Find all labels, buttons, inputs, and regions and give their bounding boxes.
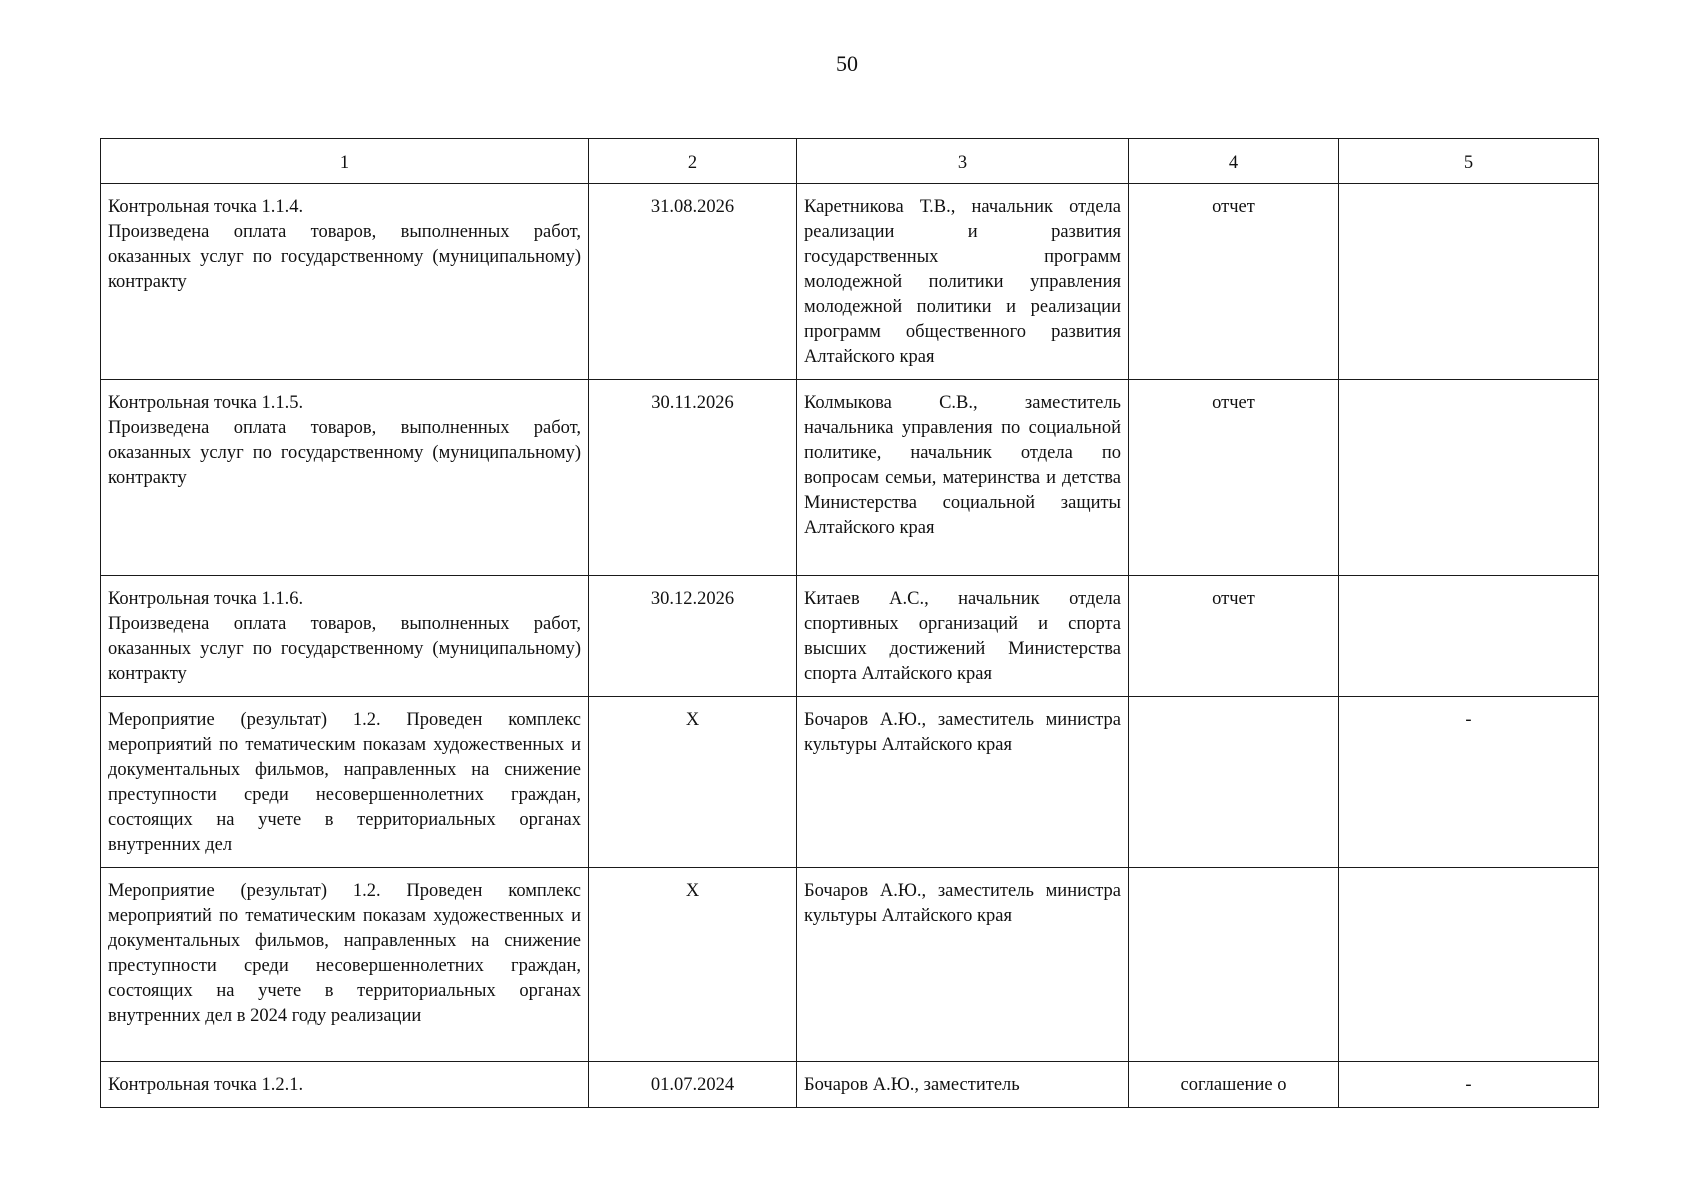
cell-responsible: Китаев А.С., начальник отдела спортивных организаций и спорта высших достижений Министерства спорта Алтайского края xyxy=(797,576,1129,697)
cell-note: - xyxy=(1339,697,1599,868)
text-line: Контрольная точка 1.1.4. xyxy=(108,197,304,217)
cell-document xyxy=(1129,697,1339,868)
cell-date: X xyxy=(589,697,797,868)
cell-note xyxy=(1339,380,1599,576)
cell-description: Контрольная точка 1.2.1. xyxy=(101,1062,589,1108)
text-line: Контрольная точка 1.1.5. xyxy=(108,393,304,413)
column-header-2: 2 xyxy=(589,139,797,184)
cell-responsible: Колмыкова С.В., заместитель начальника управления по социальной политике, начальник отдела по вопросам семьи, материнства и детства Министерства социальной защиты Алтайского края xyxy=(797,380,1129,576)
cell-description xyxy=(101,576,589,697)
text-line: Произведена оплата товаров, выполненных работ, оказанных услуг по государственному (муниципальному) контракту xyxy=(108,222,581,292)
text-line: Произведена оплата товаров, выполненных работ, оказанных услуг по государственному (муниципальному) контракту xyxy=(108,418,581,488)
plan-table xyxy=(100,138,1599,1108)
cell-date: 01.07.2024 xyxy=(589,1062,797,1108)
column-header-3: 3 xyxy=(797,139,1129,184)
table-row xyxy=(101,868,1599,1062)
text-line: Контрольная точка 1.1.6. xyxy=(108,589,304,609)
page-number: 50 xyxy=(836,51,858,76)
table-row xyxy=(101,1062,1599,1108)
cell-document: соглашение о xyxy=(1129,1062,1339,1108)
cell-responsible: Бочаров А.Ю., заместитель министра культуры Алтайского края xyxy=(797,697,1129,868)
cell-description: Мероприятие (результат) 1.2. Проведен комплекс мероприятий по тематическим показам художественных и документальных фильмов, направленных на снижение преступности среди несовершеннолетних граждан, состоящих на учете в территориальных органах внутренних дел xyxy=(101,697,589,868)
cell-date: 31.08.2026 xyxy=(589,184,797,380)
column-header-1: 1 xyxy=(101,139,589,184)
cell-document: отчет xyxy=(1129,184,1339,380)
cell-description: Мероприятие (результат) 1.2. Проведен комплекс мероприятий по тематическим показам художественных и документальных фильмов, направленных на снижение преступности среди несовершеннолетних граждан, состоящих на учете в территориальных органах внутренних дел в 2024 году реализации xyxy=(101,868,589,1062)
cell-document xyxy=(1129,868,1339,1062)
column-header-4: 4 xyxy=(1129,139,1339,184)
table-row xyxy=(101,576,1599,697)
cell-description xyxy=(101,184,589,380)
cell-note xyxy=(1339,576,1599,697)
cell-date: 30.12.2026 xyxy=(589,576,797,697)
cell-document: отчет xyxy=(1129,380,1339,576)
cell-date: 30.11.2026 xyxy=(589,380,797,576)
header-row xyxy=(101,139,1599,184)
cell-responsible: Бочаров А.Ю., заместитель xyxy=(797,1062,1129,1108)
text-line: Произведена оплата товаров, выполненных работ, оказанных услуг по государственному (муниципальному) контракту xyxy=(108,614,581,684)
cell-responsible: Каретникова Т.В., начальник отдела реализации и развития государственных программ молодежной политики управления молодежной политики и реализации программ общественного развития Алтайского края xyxy=(797,184,1129,380)
column-header-5: 5 xyxy=(1339,139,1599,184)
cell-responsible: Бочаров А.Ю., заместитель министра культуры Алтайского края xyxy=(797,868,1129,1062)
cell-note xyxy=(1339,868,1599,1062)
table-row xyxy=(101,184,1599,380)
cell-date: X xyxy=(589,868,797,1062)
cell-note xyxy=(1339,184,1599,380)
cell-document: отчет xyxy=(1129,576,1339,697)
table-row xyxy=(101,380,1599,576)
table-row xyxy=(101,697,1599,868)
cell-description xyxy=(101,380,589,576)
cell-note: - xyxy=(1339,1062,1599,1108)
